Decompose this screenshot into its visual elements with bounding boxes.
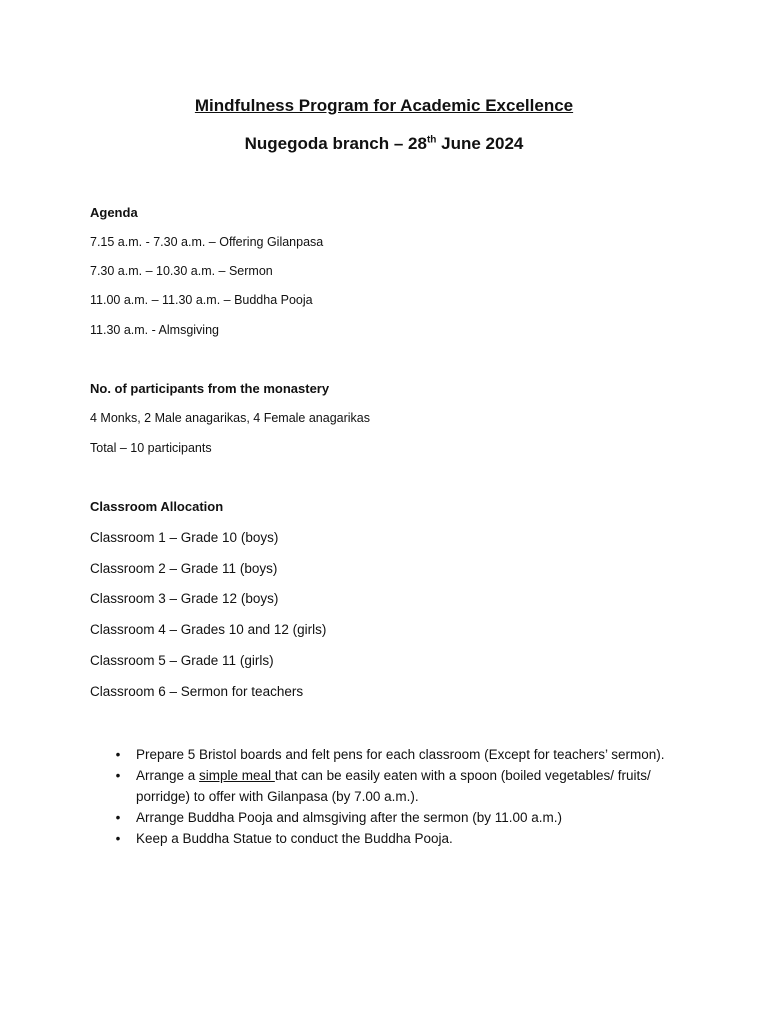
task-item (112, 744, 692, 765)
task-item (112, 765, 692, 807)
bullet-icon: • (115, 747, 121, 762)
classroom-item: Classroom 2 – Grade 11 (boys) (90, 561, 278, 576)
classroom-heading: Classroom Allocation (90, 499, 224, 514)
task-text: Prepare 5 Bristol boards and felt pens for each classroom (Except for teachers’ sermon). (136, 747, 665, 762)
agenda-item: 7.30 a.m. – 10.30 a.m. – Sermon (90, 264, 273, 278)
subtitle-suffix: June 2024 (436, 134, 524, 153)
classroom-item: Classroom 6 – Sermon for teachers (90, 684, 304, 699)
classroom-item: Classroom 1 – Grade 10 (boys) (90, 530, 279, 545)
classroom-item: Classroom 4 – Grades 10 and 12 (girls) (90, 622, 327, 637)
classroom-item: Classroom 5 – Grade 11 (girls) (90, 653, 274, 668)
subtitle-ordinal-suffix: th (426, 134, 437, 146)
bullet-icon: • (115, 810, 121, 825)
agenda-item: 11.00 a.m. – 11.30 a.m. – Buddha Pooja (90, 293, 313, 307)
task-item (112, 807, 692, 828)
bullet-icon: • (115, 831, 121, 846)
task-list (112, 744, 692, 849)
task-text-underlined: simple meal (199, 768, 275, 783)
agenda-item: 11.30 a.m. - Almsgiving (90, 323, 219, 337)
task-item (112, 828, 692, 849)
classroom-item: Classroom 3 – Grade 12 (boys) (90, 591, 279, 606)
agenda-item: 7.15 a.m. - 7.30 a.m. – Offering Gilanpasa (90, 235, 324, 249)
agenda-heading: Agenda (90, 205, 138, 220)
task-text: Keep a Buddha Statue to conduct the Buddha Pooja. (136, 831, 453, 846)
bullet-icon: • (115, 768, 121, 783)
task-text: Arrange Buddha Pooja and almsgiving after the sermon (by 11.00 a.m.) (136, 810, 562, 825)
participants-breakdown: 4 Monks, 2 Male anagarikas, 4 Female anagarikas (90, 411, 371, 425)
participants-heading: No. of participants from the monastery (90, 381, 330, 396)
task-text-prefix: Arrange a (136, 768, 200, 783)
document-subtitle (0, 133, 768, 155)
participants-total: Total – 10 participants (90, 441, 212, 455)
subtitle-prefix: Nugegoda branch – 28 (244, 134, 427, 153)
task-text-suffix: that can be easily eaten with a spoon (boiled vegetables/ fruits/ porridge) to offer with Gilanpasa (by 7.00 a.m.). (136, 768, 651, 804)
document-title: Mindfulness Program for Academic Excellence (194, 96, 574, 115)
